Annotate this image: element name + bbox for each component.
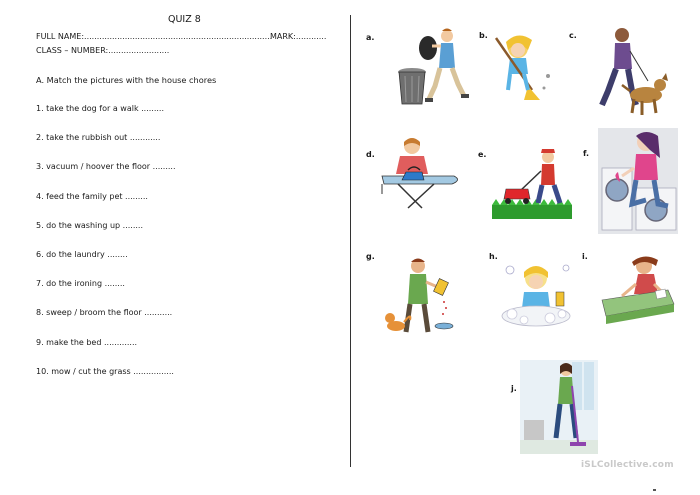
make-bed-picture bbox=[598, 254, 678, 326]
chore-list bbox=[36, 104, 176, 396]
chore-item: 4. feed the family pet ......... bbox=[36, 191, 148, 201]
picture-letter-h: h. bbox=[489, 252, 498, 261]
dog-walk-picture bbox=[592, 25, 672, 121]
quiz-title: QUIZ 8 bbox=[168, 14, 201, 25]
picture-letter-f: f. bbox=[583, 149, 590, 158]
picture-letter-i: i. bbox=[582, 252, 588, 261]
chore-item: 1. take the dog for a walk ......... bbox=[36, 104, 165, 113]
picture-letter-b: b. bbox=[479, 31, 488, 40]
chore-item: 3. vacuum / hoover the floor ......... bbox=[36, 162, 176, 172]
vacuum-picture bbox=[520, 360, 598, 454]
chore-item: 5. do the washing up ........ bbox=[36, 220, 143, 230]
class-number-field: CLASS – NUMBER:........................ bbox=[36, 46, 170, 55]
picture-letter-e: e. bbox=[478, 150, 487, 159]
mark-field: MARK:............ bbox=[270, 32, 327, 41]
picture-letter-a: a. bbox=[366, 33, 375, 42]
exercise-instruction: A. Match the pictures with the house chores bbox=[36, 75, 217, 85]
rubbish-out-picture bbox=[392, 26, 470, 108]
picture-letter-j: j. bbox=[511, 384, 517, 393]
picture-letter-d: d. bbox=[366, 150, 375, 159]
feed-pet-picture bbox=[382, 256, 466, 338]
chore-item: 6. do the laundry ........ bbox=[36, 249, 128, 259]
chore-item: 7. do the ironing ........ bbox=[36, 279, 125, 289]
picture-letter-c: c. bbox=[569, 31, 577, 40]
chore-item: 10. mow / cut the grass ................ bbox=[36, 366, 174, 376]
picture-letter-g: g. bbox=[366, 252, 375, 261]
laundry-picture bbox=[598, 128, 678, 234]
column-divider bbox=[350, 15, 351, 467]
chore-item: 2. take the rubbish out ............ bbox=[36, 133, 161, 143]
chore-item: 9. make the bed ............. bbox=[36, 337, 138, 347]
chore-item: 8. sweep / broom the floor ........... bbox=[36, 308, 173, 318]
page-mark bbox=[653, 489, 656, 491]
site-watermark: iSLCollective.com bbox=[581, 460, 674, 470]
ironing-picture bbox=[378, 136, 462, 210]
full-name-field: FULL NAME:.......................................................................... bbox=[36, 32, 273, 41]
washing-up-picture bbox=[496, 256, 580, 334]
sweeping-picture bbox=[488, 28, 558, 102]
mowing-picture bbox=[492, 147, 572, 219]
